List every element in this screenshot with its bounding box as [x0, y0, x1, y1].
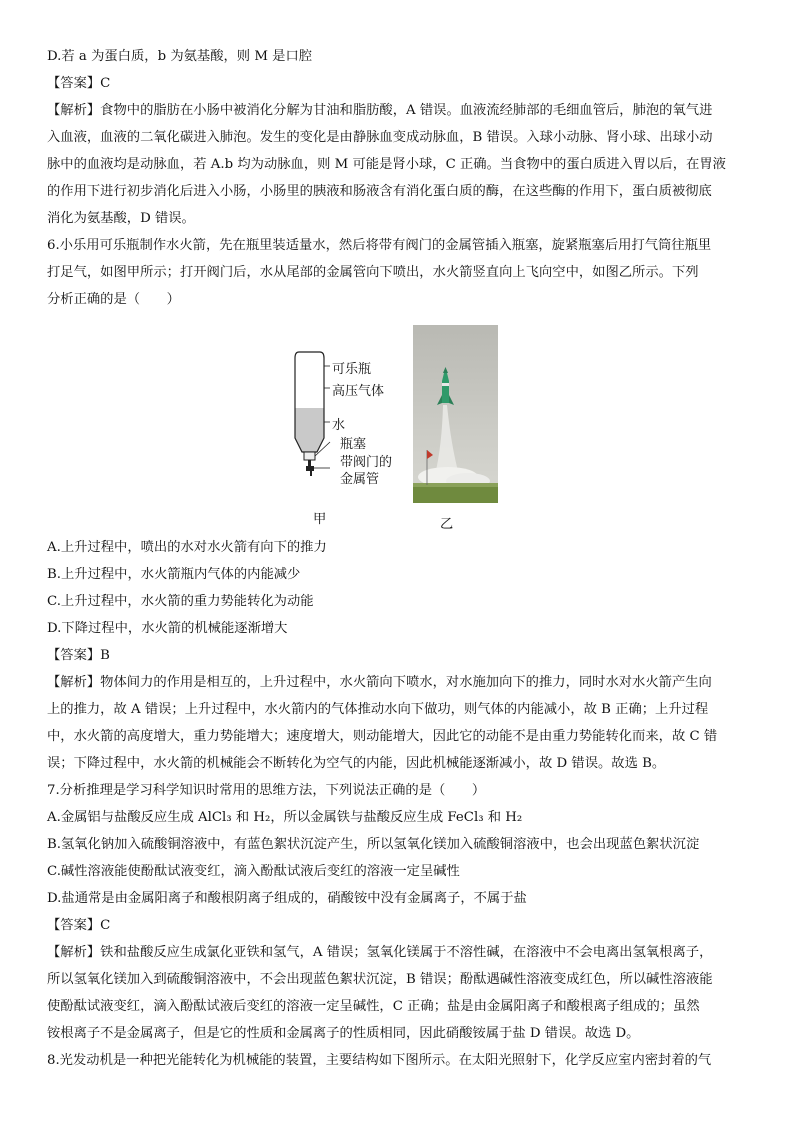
- label-stopper: 瓶塞: [340, 437, 367, 452]
- text-line: 【解析】铁和盐酸反应生成氯化亚铁和氢气，A 错误；氢氧化镁属于不溶性碱，在溶液中不会电离出氢氧根离子，: [47, 945, 713, 960]
- text-line: 铵根离子不是金属离子，但是它的性质和金属离子的性质相同，因此硝酸铵属于盐 D 错误。故选 D。: [47, 1026, 640, 1041]
- text-line: 所以氢氧化镁加入到硫酸铜溶液中，不会出现蓝色絮状沉淀，B 错误；酚酞遇碱性溶液变成红色，所以碱性溶液能: [47, 972, 713, 987]
- question-line: 8.光发动机是一种把光能转化为机械能的装置，主要结构如下图所示。在太阳光照射下，化学反应室内密封着的气: [47, 1053, 712, 1068]
- text-line: 【解析】物体间力的作用是相互的，上升过程中，水火箭向下喷水，对水施加向下的推力，同时水对水火箭产生向: [47, 675, 712, 690]
- text-line: 中，水火箭的高度增大，重力势能增大；速度增大，则动能增大，因此它的动能不是由重力势能转化而来，故 C 错: [47, 729, 718, 744]
- caption-jia: 甲: [313, 512, 327, 527]
- rocket-photo: [413, 325, 498, 503]
- text-line: 脉中的血液均是动脉血，若 A.b 均为动脉血，则 M 可能是肾小球，C 正确。当食物中的蛋白质进入胃以后，在胃液: [47, 157, 726, 172]
- option-line: A.上升过程中，喷出的水对水火箭有向下的推力: [47, 540, 327, 555]
- text-line: 使酚酞试液变红，滴入酚酞试液后变红的溶液一定呈碱性，C 正确；盐是由金属阳离子和酸根离子组成的；虽然: [47, 999, 700, 1014]
- text-line: D.若 a 为蛋白质，b 为氨基酸，则 M 是口腔: [47, 49, 313, 64]
- question-line: 打足气，如图甲所示；打开阀门后，水从尾部的金属管向下喷出，水火箭竖直向上飞向空中，如图乙所示。下列: [47, 265, 699, 280]
- option-line: D.盐通常是由金属阳离子和酸根阴离子组成的，硝酸铵中没有金属离子，不属于盐: [47, 891, 527, 906]
- answer-line: 【答案】B: [47, 648, 110, 663]
- caption-yi: 乙: [440, 517, 454, 532]
- answer-line: 【答案】C: [47, 76, 111, 91]
- option-line: B.上升过程中，水火箭瓶内气体的内能减少: [47, 567, 301, 582]
- option-line: C.上升过程中，水火箭的重力势能转化为动能: [47, 594, 314, 609]
- option-line: D.下降过程中，水火箭的机械能逐渐增大: [47, 621, 288, 636]
- text-line: 误；下降过程中，水火箭的机械能会不断转化为空气的内能，因此机械能逐渐减小，故 D 错误。故选 B。: [47, 756, 666, 771]
- label-metal-pipe: 金属管: [340, 472, 380, 487]
- answer-line: 【答案】C: [47, 918, 111, 933]
- question-line: 7.分析推理是学习科学知识时常用的思维方法，下列说法正确的是（ ）: [47, 783, 486, 798]
- label-high-pressure-gas: 高压气体: [332, 384, 385, 399]
- label-valve: 带阀门的: [340, 455, 393, 470]
- option-line: A.金属铝与盐酸反应生成 AlCl₃ 和 H₂，所以金属铁与盐酸反应生成 FeCl₃ 和 H₂: [47, 810, 523, 825]
- option-line: C.碱性溶液能使酚酞试液变红，滴入酚酞试液后变红的溶液一定呈碱性: [47, 864, 460, 879]
- question-line: 分析正确的是（ ）: [47, 292, 180, 307]
- option-line: B.氢氧化钠加入硫酸铜溶液中，有蓝色絮状沉淀产生，所以氢氧化镁加入硫酸铜溶液中，也会出现蓝色絮状沉淀: [47, 837, 700, 852]
- question-line: 6.小乐用可乐瓶制作水火箭，先在瓶里装适量水，然后将带有阀门的金属管插入瓶塞，旋紧瓶塞后用打气筒往瓶里: [47, 238, 712, 253]
- label-cola-bottle: 可乐瓶: [332, 362, 372, 377]
- text-line: 【解析】食物中的脂肪在小肠中被消化分解为甘油和脂肪酸，A 错误。血液流经肺部的毛细血管后，肺泡的氧气进: [47, 103, 713, 118]
- label-water: 水: [332, 418, 346, 433]
- text-line: 入血液，血液的二氧化碳进入肺泡。发生的变化是由静脉血变成动脉血，B 错误。入球小动脉、肾小球、出球小动: [47, 130, 713, 145]
- text-line: 消化为氨基酸，D 错误。: [47, 211, 195, 226]
- text-line: 的作用下进行初步消化后进入小肠，小肠里的胰液和肠液含有消化蛋白质的酶，在这些酶的作用下，蛋白质被彻底: [47, 184, 712, 199]
- text-line: 上的推力，故 A 错误；上升过程中，水火箭内的气体推动水向下做功，则气体的内能减小，故 B 正确；上升过程: [47, 702, 709, 717]
